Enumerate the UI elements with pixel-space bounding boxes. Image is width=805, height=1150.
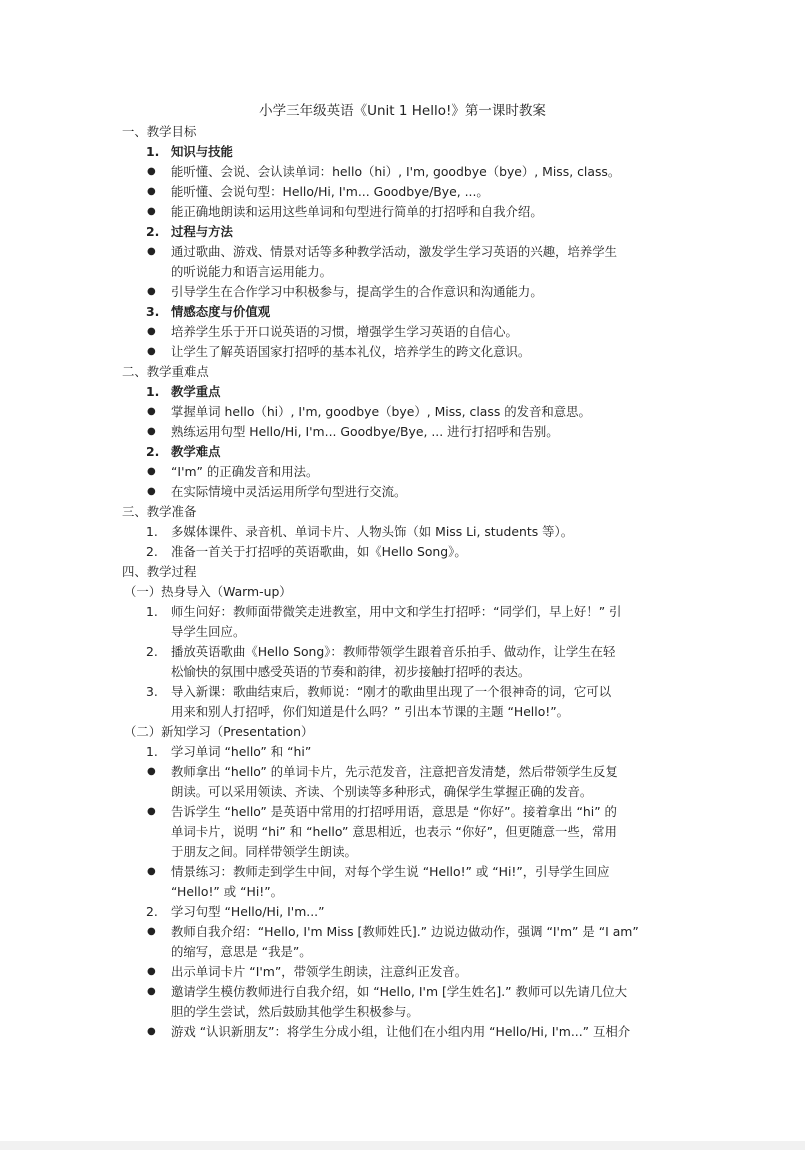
bullet-text: 告诉学生 “hello” 是英语中常用的打招呼用语，意思是 “你好”。接着拿出 “hi” 的 bbox=[171, 804, 617, 819]
bullet-icon: ● bbox=[147, 966, 156, 977]
section-heading-process: 四、教学过程 bbox=[122, 564, 197, 579]
bullet-icon: ● bbox=[147, 466, 156, 477]
bullet-item bbox=[0, 1022, 805, 1042]
subheading bbox=[0, 302, 805, 322]
list-number: 1. bbox=[146, 384, 160, 399]
bullet-text: 通过歌曲、游戏、情景对话等多种教学活动，激发学生学习英语的兴趣，培养学生 bbox=[171, 244, 618, 259]
list-number: 3. bbox=[146, 684, 158, 699]
bullet-item bbox=[0, 462, 805, 482]
bullet-text: 掌握单词 hello（hi）, I'm, goodbye（bye）, Miss, class 的发音和意思。 bbox=[171, 404, 591, 419]
bullet-continuation: 单词卡片，说明 “hi” 和 “hello” 意思相近，也表示 “你好”，但更随意一些，常用 bbox=[171, 824, 617, 839]
bullet-item bbox=[0, 162, 805, 182]
bullet-text: 培养学生乐于开口说英语的习惯，增强学生学习英语的自信心。 bbox=[171, 324, 518, 339]
bullet-item bbox=[0, 282, 805, 302]
list-item-continuation: 用来和别人打招呼，你们知道是什么吗？” 引出本节课的主题 “Hello!”。 bbox=[171, 704, 570, 719]
bullet-text: 教师自我介绍：“Hello, I'm Miss [教师姓氏].” 边说边做动作，强调 “I'm” 是 “I am” bbox=[171, 924, 639, 939]
list-item bbox=[0, 902, 805, 922]
bullet-icon: ● bbox=[147, 166, 156, 177]
list-number: 2. bbox=[146, 544, 158, 559]
bullet-continuation: 的听说能力和语言运用能力。 bbox=[171, 264, 333, 279]
bullet-text: 能正确地朗读和运用这些单词和句型进行简单的打招呼和自我介绍。 bbox=[171, 204, 543, 219]
bullet-icon: ● bbox=[147, 866, 156, 877]
list-number: 1. bbox=[146, 604, 158, 619]
document-title: 小学三年级英语《Unit 1 Hello!》第一课时教案 bbox=[259, 103, 546, 119]
subheading bbox=[0, 442, 805, 462]
bullet-item bbox=[0, 962, 805, 982]
bullet-icon: ● bbox=[147, 926, 156, 937]
list-item-text: 学习单词 “hello” 和 “hi” bbox=[171, 744, 312, 759]
list-number: 2. bbox=[146, 444, 160, 459]
list-item bbox=[0, 642, 805, 662]
subheading-label: 教学难点 bbox=[171, 444, 221, 459]
subheading bbox=[0, 142, 805, 162]
list-item-continuation: 导学生回应。 bbox=[171, 624, 246, 639]
bullet-icon: ● bbox=[147, 986, 156, 997]
list-item-text: 播放英语歌曲《Hello Song》：教师带领学生跟着音乐拍手、做动作，让学生在轻 bbox=[171, 644, 616, 659]
bullet-text: 能听懂、会说、会认读单词：hello（hi）, I'm, goodbye（bye）, Miss, class。 bbox=[171, 164, 621, 179]
bullet-continuation: 朗读。可以采用领读、齐读、个别读等多种形式，确保学生掌握正确的发音。 bbox=[171, 784, 593, 799]
subsection-presentation: （二）新知学习（Presentation） bbox=[124, 724, 314, 739]
list-item-text: 多媒体课件、录音机、单词卡片、人物头饰（如 Miss Li, students 等）。 bbox=[171, 524, 574, 539]
bullet-item bbox=[0, 802, 805, 822]
list-item-text: 准备一首关于打招呼的英语歌曲，如《Hello Song》。 bbox=[171, 544, 467, 559]
bullet-text: 教师拿出 “hello” 的单词卡片，先示范发音，注意把音发清楚，然后带领学生反复 bbox=[171, 764, 618, 779]
bullet-icon: ● bbox=[147, 286, 156, 297]
list-number: 2. bbox=[146, 644, 158, 659]
bullet-text: “I'm” 的正确发音和用法。 bbox=[171, 464, 319, 479]
bullet-text: 熟练运用句型 Hello/Hi, I'm... Goodbye/Bye, ... 进行打招呼和告别。 bbox=[171, 424, 559, 439]
list-item bbox=[0, 742, 805, 762]
bullet-icon: ● bbox=[147, 326, 156, 337]
section-heading-key-points: 二、教学重难点 bbox=[122, 364, 209, 379]
list-number: 3. bbox=[146, 304, 160, 319]
bullet-text: 在实际情境中灵活运用所学句型进行交流。 bbox=[171, 484, 407, 499]
bullet-item bbox=[0, 202, 805, 222]
bullet-text: 能听懂、会说句型：Hello/Hi, I'm... Goodbye/Bye, ...。 bbox=[171, 184, 489, 199]
bullet-continuation: 胆的学生尝试，然后鼓励其他学生积极参与。 bbox=[171, 1004, 419, 1019]
list-item bbox=[0, 542, 805, 562]
subsection-warm-up: （一）热身导入（Warm-up） bbox=[124, 584, 292, 599]
bullet-text: 让学生了解英语国家打招呼的基本礼仪，培养学生的跨文化意识。 bbox=[171, 344, 531, 359]
list-number: 1. bbox=[146, 524, 158, 539]
subheading-label: 过程与方法 bbox=[171, 224, 233, 239]
list-item-text: 导入新课：歌曲结束后，教师说：“刚才的歌曲里出现了一个很神奇的词，它可以 bbox=[171, 684, 612, 699]
bullet-icon: ● bbox=[147, 346, 156, 357]
list-number: 1. bbox=[146, 144, 160, 159]
bullet-item bbox=[0, 342, 805, 362]
bullet-item bbox=[0, 182, 805, 202]
bullet-item bbox=[0, 402, 805, 422]
list-item-text: 师生问好：教师面带微笑走进教室，用中文和学生打招呼：“同学们，早上好！” 引 bbox=[171, 604, 622, 619]
bullet-text: 情景练习：教师走到学生中间，对每个学生说 “Hello!” 或 “Hi!”，引导学生回应 bbox=[171, 864, 610, 879]
bullet-icon: ● bbox=[147, 426, 156, 437]
subheading-label: 情感态度与价值观 bbox=[171, 304, 271, 319]
bullet-text: 游戏 “认识新朋友”：将学生分成小组，让他们在小组内用 “Hello/Hi, I'm...” 互相介 bbox=[171, 1024, 631, 1039]
subheading bbox=[0, 222, 805, 242]
list-item bbox=[0, 682, 805, 702]
subheading-label: 知识与技能 bbox=[171, 144, 233, 159]
list-number: 2. bbox=[146, 224, 160, 239]
list-number: 1. bbox=[146, 744, 158, 759]
bullet-text: 引导学生在合作学习中积极参与，提高学生的合作意识和沟通能力。 bbox=[171, 284, 543, 299]
bullet-continuation: 于朋友之间。同样带领学生朗读。 bbox=[171, 844, 357, 859]
bullet-icon: ● bbox=[147, 486, 156, 497]
section-heading-objectives: 一、教学目标 bbox=[122, 124, 197, 139]
bullet-icon: ● bbox=[147, 186, 156, 197]
bullet-icon: ● bbox=[147, 1026, 156, 1037]
bullet-continuation: 的缩写，意思是 “我是”。 bbox=[171, 944, 312, 959]
document-body bbox=[0, 122, 805, 1042]
subheading bbox=[0, 382, 805, 402]
bullet-item bbox=[0, 482, 805, 502]
section-heading-preparation: 三、教学准备 bbox=[122, 504, 197, 519]
list-item-text: 学习句型 “Hello/Hi, I'm...” bbox=[171, 904, 325, 919]
list-item bbox=[0, 522, 805, 542]
list-item bbox=[0, 602, 805, 622]
bullet-item bbox=[0, 982, 805, 1002]
bullet-text: 出示单词卡片 “I'm”，带领学生朗读，注意纠正发音。 bbox=[171, 964, 468, 979]
bullet-item bbox=[0, 422, 805, 442]
bullet-item bbox=[0, 922, 805, 942]
bullet-icon: ● bbox=[147, 766, 156, 777]
list-item-continuation: 松愉快的氛围中感受英语的节奏和韵律，初步接触打招呼的表达。 bbox=[171, 664, 531, 679]
bullet-icon: ● bbox=[147, 246, 156, 257]
bullet-text: 邀请学生模仿教师进行自我介绍，如 “Hello, I'm [学生姓名].” 教师可以先请几位大 bbox=[171, 984, 628, 999]
bullet-item bbox=[0, 322, 805, 342]
bullet-item bbox=[0, 862, 805, 882]
bullet-item bbox=[0, 242, 805, 262]
bullet-icon: ● bbox=[147, 806, 156, 817]
subheading-label: 教学重点 bbox=[171, 384, 221, 399]
bullet-item bbox=[0, 762, 805, 782]
bullet-continuation: “Hello!” 或 “Hi!”。 bbox=[171, 884, 284, 899]
bullet-icon: ● bbox=[147, 406, 156, 417]
bullet-icon: ● bbox=[147, 206, 156, 217]
list-number: 2. bbox=[146, 904, 158, 919]
